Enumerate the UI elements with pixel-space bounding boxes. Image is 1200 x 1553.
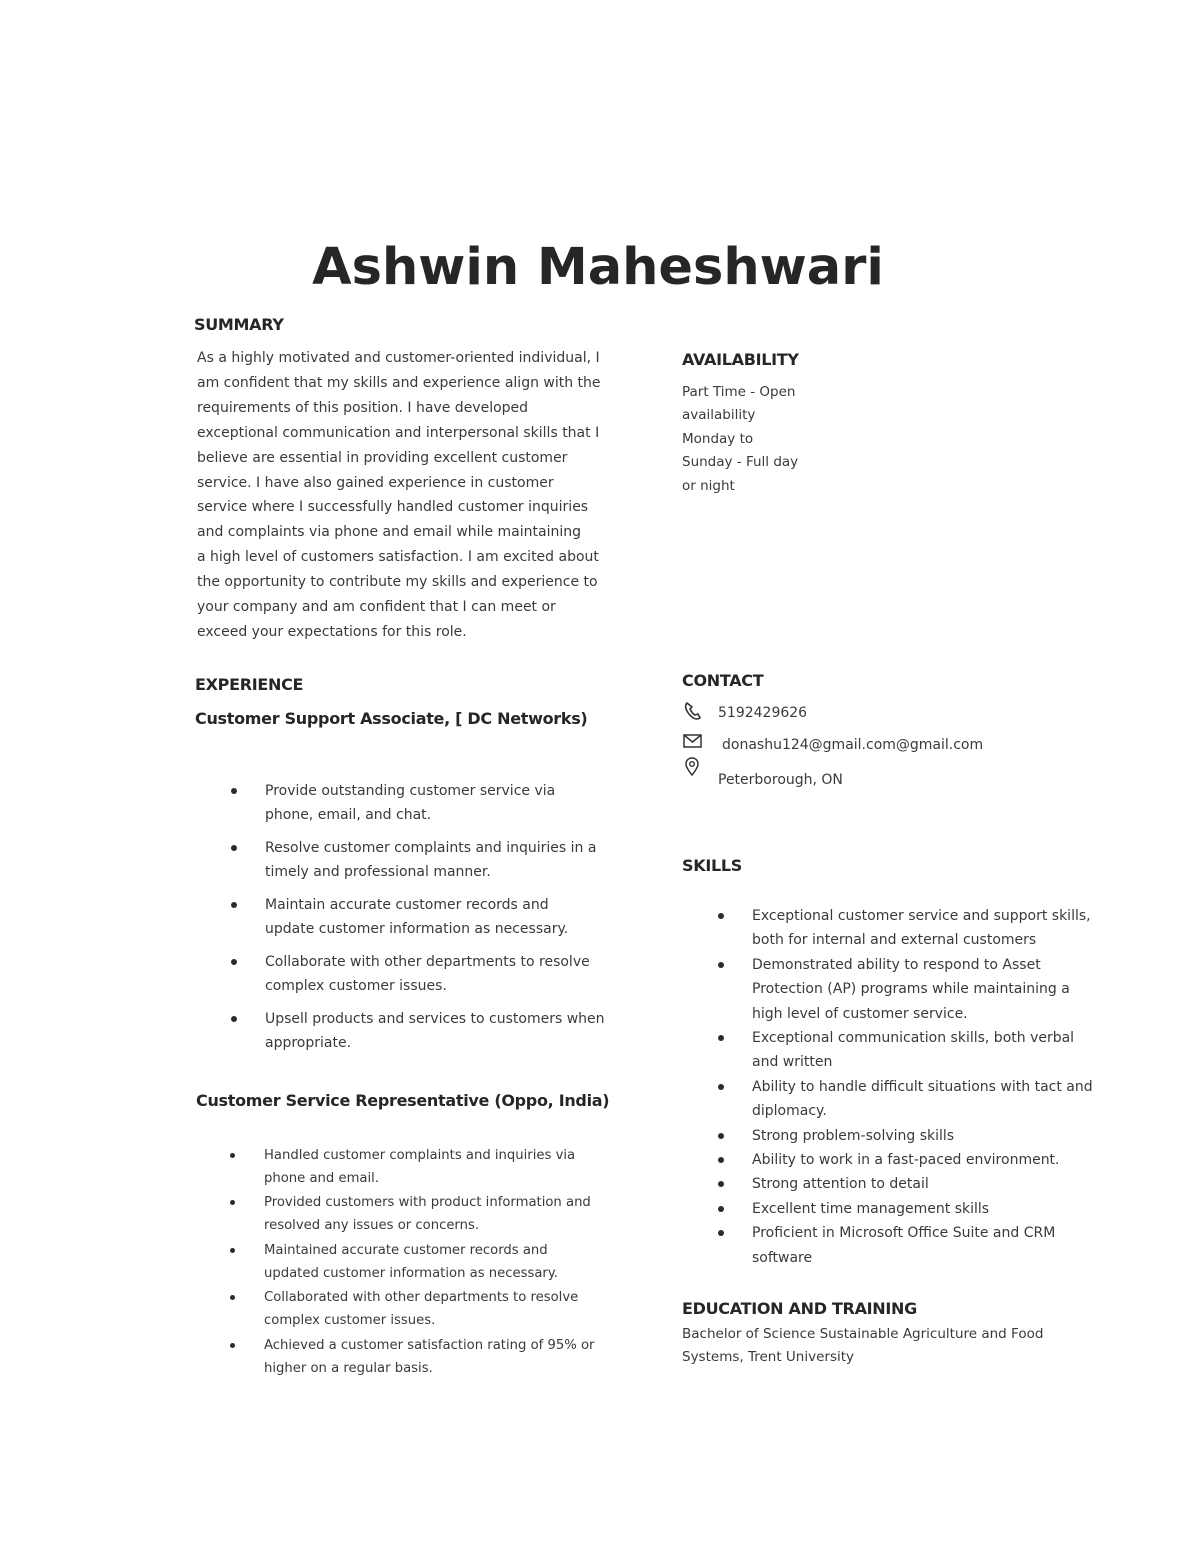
- education-heading: EDUCATION AND TRAINING: [682, 1299, 917, 1318]
- job-1-bullets: [265, 779, 637, 1064]
- bullet-dot: [718, 1206, 724, 1212]
- summary-line: exceptional communication and interpersonal skills that I: [197, 424, 600, 441]
- list-item: Upsell products and services to customers when appropriate.: [265, 1007, 637, 1055]
- contact-heading: CONTACT: [682, 671, 764, 690]
- list-item: Exceptional customer service and support skills, both for internal and external customers: [752, 904, 1124, 953]
- education-line: Bachelor of Science Sustainable Agriculture and Food: [682, 1326, 1044, 1342]
- bullet-dot: [231, 902, 237, 908]
- availability-heading: AVAILABILITY: [682, 350, 799, 369]
- bullet-dot: [231, 845, 237, 851]
- list-item: Exceptional communication skills, both verbal and written: [752, 1026, 1124, 1075]
- list-item: Maintained accurate customer records and updated customer information as necessary.: [264, 1239, 636, 1285]
- summary-heading: SUMMARY: [194, 315, 284, 334]
- list-item: Provide outstanding customer service via phone, email, and chat.: [265, 779, 637, 827]
- list-item: Proficient in Microsoft Office Suite and CRM software: [752, 1221, 1124, 1270]
- phone-icon: [682, 700, 704, 722]
- list-item: Collaborate with other departments to resolve complex customer issues.: [265, 950, 637, 998]
- summary-line: the opportunity to contribute my skills and experience to: [197, 574, 598, 591]
- contact-location: Peterborough, ON: [718, 772, 843, 788]
- availability-line: availability: [682, 407, 756, 424]
- availability-line: or night: [682, 477, 735, 494]
- summary-text: [197, 346, 647, 645]
- list-item: Ability to work in a fast-paced environment.: [752, 1148, 1124, 1172]
- bullet-dot: [231, 788, 237, 794]
- education-text: [682, 1323, 1102, 1370]
- bullet-dot: [718, 1084, 724, 1090]
- list-item: Achieved a customer satisfaction rating of 95% or higher on a regular basis.: [264, 1334, 636, 1380]
- bullet-dot: [718, 1035, 724, 1041]
- list-item: Handled customer complaints and inquiries via phone and email.: [264, 1144, 636, 1190]
- bullet-dot: [718, 962, 724, 968]
- summary-line: believe are essential in providing excellent customer: [197, 449, 568, 466]
- availability-text: [682, 381, 882, 498]
- list-item: Maintain accurate customer records and update customer information as necessary.: [265, 893, 637, 941]
- candidate-name: Ashwin Maheshwari: [312, 238, 884, 297]
- summary-line: service where I successfully handled customer inquiries: [197, 499, 589, 516]
- bullet-dot: [230, 1295, 235, 1300]
- bullet-dot: [230, 1343, 235, 1348]
- bullet-dot: [231, 959, 237, 965]
- bullet-dot: [230, 1248, 235, 1253]
- contact-phone-row: [682, 700, 1082, 726]
- summary-line: exceed your expectations for this role.: [197, 623, 467, 640]
- list-item: Resolve customer complaints and inquiries in a timely and professional manner.: [265, 836, 637, 884]
- bullet-dot: [718, 1157, 724, 1163]
- bullet-dot: [230, 1200, 235, 1205]
- job-title-2: Customer Service Representative (Oppo, India): [196, 1091, 610, 1110]
- contact-email: donashu124@gmail.com@gmail.com: [722, 737, 984, 753]
- education-line: Systems, Trent University: [682, 1349, 855, 1366]
- list-item: Collaborated with other departments to resolve complex customer issues.: [264, 1286, 636, 1332]
- bullet-dot: [718, 1133, 724, 1139]
- skills-heading: SKILLS: [682, 856, 742, 875]
- bullet-dot: [231, 1016, 237, 1022]
- bullet-dot: [230, 1153, 235, 1158]
- summary-line: As a highly motivated and customer-oriented individual, I: [197, 350, 600, 366]
- job-title-1: Customer Support Associate, [ DC Networks): [195, 709, 588, 728]
- list-item: Provided customers with product information and resolved any issues or concerns.: [264, 1191, 636, 1237]
- summary-line: your company and am confident that I can meet or: [197, 599, 556, 616]
- bullet-dot: [718, 1230, 724, 1236]
- bullet-dot: [718, 913, 724, 919]
- list-item: Strong attention to detail: [752, 1172, 1124, 1196]
- list-item: Demonstrated ability to respond to Asset Protection (AP) programs while maintaining a high level of customer service.: [752, 953, 1124, 1026]
- availability-line: Part Time - Open: [682, 384, 796, 400]
- contact-email-row: [682, 731, 1082, 757]
- summary-line: requirements of this position. I have developed: [197, 399, 529, 416]
- summary-line: and complaints via phone and email while maintaining: [197, 524, 581, 541]
- bullet-dot: [718, 1181, 724, 1187]
- summary-line: am confident that my skills and experience align with the: [197, 374, 601, 391]
- list-item: Excellent time management skills: [752, 1197, 1124, 1221]
- mail-icon: [682, 731, 704, 753]
- availability-line: Monday to: [682, 430, 754, 447]
- job-2-bullets: [264, 1144, 636, 1381]
- summary-line: a high level of customers satisfaction. I am excited about: [197, 549, 599, 566]
- contact-location-row: [682, 756, 1082, 796]
- list-item: Strong problem-solving skills: [752, 1124, 1124, 1148]
- skills-list: [752, 904, 1124, 1270]
- list-item: Ability to handle difficult situations with tact and diplomacy.: [752, 1075, 1124, 1124]
- experience-heading: EXPERIENCE: [195, 675, 304, 694]
- contact-phone: 5192429626: [718, 705, 808, 721]
- availability-line: Sunday - Full day: [682, 454, 799, 471]
- summary-line: service. I have also gained experience in customer: [197, 474, 554, 491]
- location-pin-icon: [682, 756, 704, 778]
